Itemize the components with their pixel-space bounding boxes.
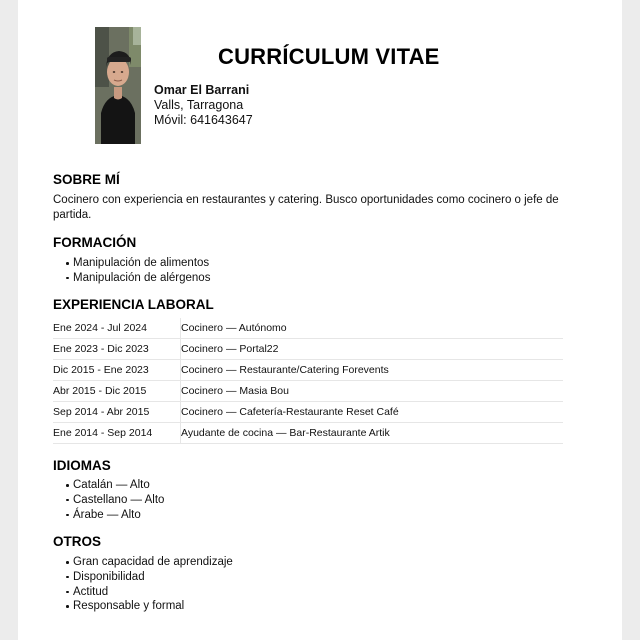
list-item: Manipulación de alérgenos	[66, 271, 210, 286]
experience-role: Cocinero — Cafetería-Restaurante Reset Café	[181, 402, 564, 423]
document-title: CURRÍCULUM VITAE	[218, 44, 440, 69]
list-item: Catalán — Alto	[66, 478, 164, 493]
cv-page	[18, 0, 622, 640]
list-item: Responsable y formal	[66, 599, 233, 614]
experience-dates: Ene 2023 - Dic 2023	[53, 339, 181, 360]
experience-dates: Sep 2014 - Abr 2015	[53, 402, 181, 423]
experience-dates: Abr 2015 - Dic 2015	[53, 381, 181, 402]
about-text: Cocinero con experiencia en restaurantes y catering. Busco oportunidades como cocinero o jefe de partida.	[53, 194, 559, 221]
candidate-phone: Móvil: 641643647	[154, 113, 253, 127]
list-item: Castellano — Alto	[66, 493, 164, 508]
experience-dates: Ene 2014 - Sep 2014	[53, 423, 181, 444]
experience-role: Cocinero — Portal22	[181, 339, 564, 360]
education-list	[66, 256, 210, 286]
experience-dates: Dic 2015 - Ene 2023	[53, 360, 181, 381]
experience-role: Ayudante de cocina — Bar-Restaurante Artik	[181, 423, 564, 444]
experience-role: Cocinero — Autónomo	[181, 318, 564, 339]
table-row	[53, 381, 563, 402]
contact-block	[154, 83, 253, 128]
others-list	[66, 555, 233, 614]
profile-photo	[95, 27, 141, 144]
list-item: Gran capacidad de aprendizaje	[66, 555, 233, 570]
languages-list	[66, 478, 164, 522]
list-item: Manipulación de alimentos	[66, 256, 210, 271]
list-item: Disponibilidad	[66, 570, 233, 585]
table-row	[53, 423, 563, 444]
experience-role: Cocinero — Masia Bou	[181, 381, 564, 402]
section-title-about: SOBRE MÍ	[53, 172, 120, 187]
section-title-experience: EXPERIENCIA LABORAL	[53, 297, 214, 312]
section-title-languages: IDIOMAS	[53, 458, 111, 473]
section-title-others: OTROS	[53, 534, 102, 549]
table-row	[53, 402, 563, 423]
table-row	[53, 339, 563, 360]
candidate-name: Omar El Barrani	[154, 83, 250, 97]
experience-table	[53, 318, 563, 444]
table-row	[53, 360, 563, 381]
table-row	[53, 318, 563, 339]
experience-dates: Ene 2024 - Jul 2024	[53, 318, 181, 339]
section-title-education: FORMACIÓN	[53, 235, 137, 250]
person-portrait-icon	[95, 27, 141, 144]
list-item: Árabe — Alto	[66, 508, 164, 523]
list-item: Actitud	[66, 585, 233, 600]
experience-role: Cocinero — Restaurante/Catering Forevents	[181, 360, 564, 381]
candidate-location: Valls, Tarragona	[154, 98, 244, 112]
